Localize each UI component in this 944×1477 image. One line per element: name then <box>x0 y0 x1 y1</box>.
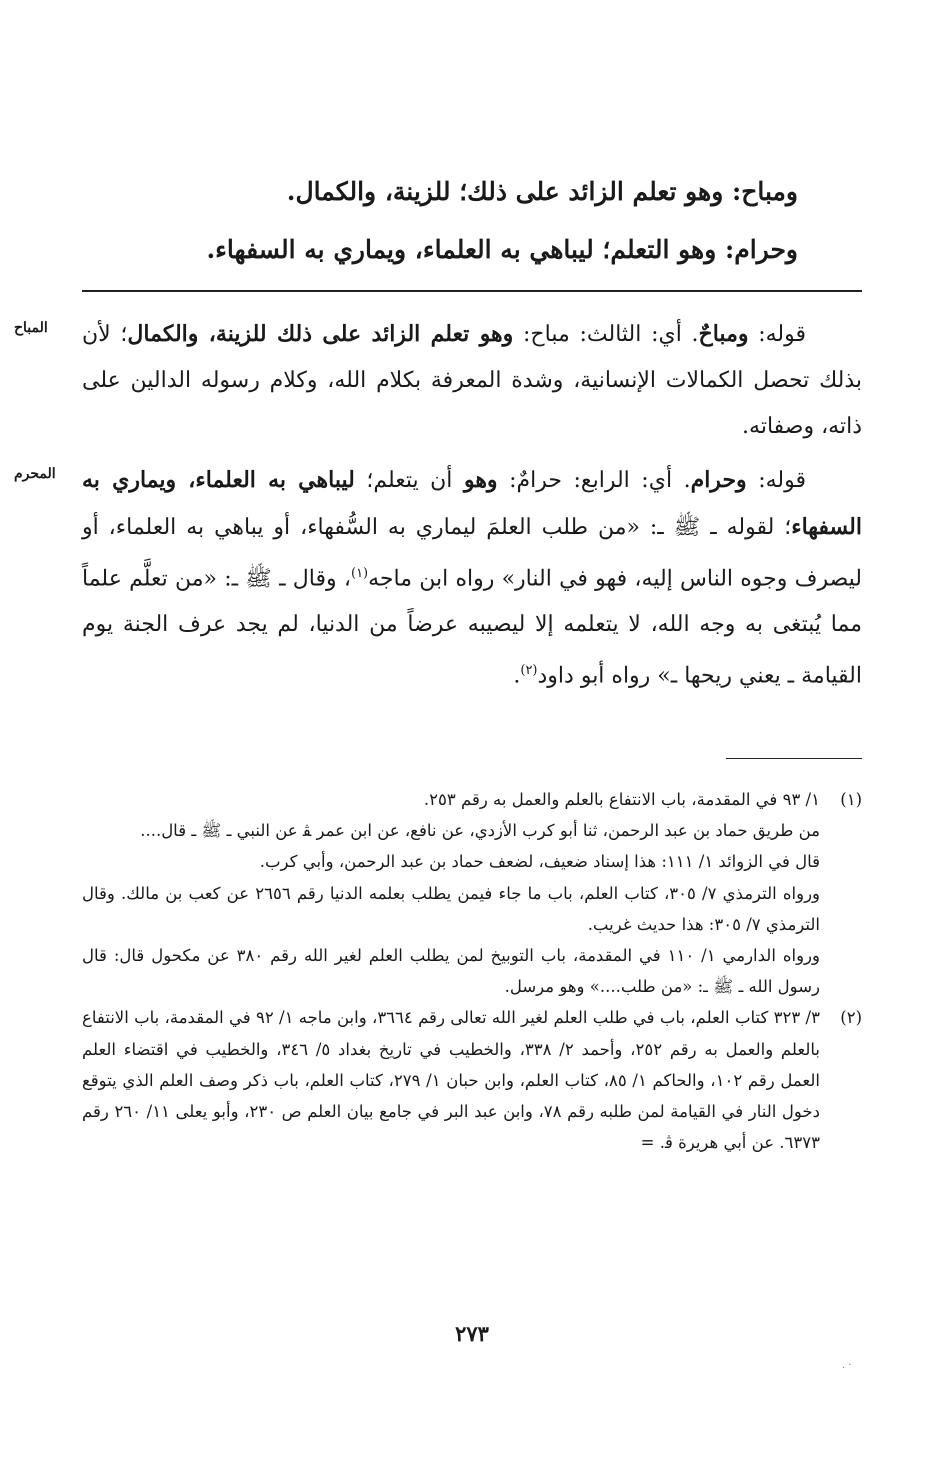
footnote-1 <box>82 784 862 1002</box>
bold-term: وحرام <box>690 467 747 493</box>
text-run: . أي: الثالث: مباح: <box>513 322 699 347</box>
footnote-ref-1[interactable]: (١) <box>350 566 369 581</box>
footnote-line: ورواه الترمذي ٧/ ٣٠٥، كتاب العلم، باب ما جاء فيمن يطلب بعلمه الدنيا رقم ٢٦٥٦ عن كعب بن مالك. وقال الترمذي ٧/ ٣٠٥: هذا حديث غريب. <box>82 883 821 934</box>
scan-specks: · . <box>842 1360 852 1371</box>
footnote-ref-2[interactable]: (٢) <box>520 663 538 679</box>
footnote-line: ٣/ ٣٢٣ كتاب العلم، باب في طلب العلم لغير الله تعالى رقم ٣٦٦٤، وابن ماجه ١/ ٩٢ في المقدمة، باب الانتفاع بالعلم والعمل به رقم ٢٥٢، وأحمد ٢/ ٣٣٨، والخطيب في تاريخ بغداد ٥/ ٣٤٦، والخطيب في اقتضاء العلم العمل رقم ١٠٢، والحاكم ١/ ٨٥، كتاب العلم، وابن حبان ١/ ٢٧٩، كتاب العلم، باب ذكر وصف العلم الذي يتوقع دخول النار في القيامة لمن طلبه رقم ٧٨، وابن عبد البر في جامع بيان العلم ص ٢٣٠، وأبو يعلى ١١/ ٢٦٠ رقم ٦٣٧٣. عن أبي هريرة ﭬ. = <box>82 1008 820 1153</box>
text-run: . <box>513 663 521 689</box>
bold-quote: ليباهي به العلماء، ويماري به السفهاء <box>82 467 862 540</box>
text-run: أن يتعلم؛ <box>354 468 464 493</box>
matn-line-haram: وحرام: وهو التعلم؛ ليباهي به العلماء، ويماري به السفهاء. <box>206 235 798 264</box>
bold-quote: وهو تعلم الزائد على ذلك للزينة، والكمال <box>127 321 514 347</box>
margin-note-mubah: المباح <box>14 320 48 336</box>
commentary-muharram <box>82 457 862 700</box>
commentary-paragraph <box>82 311 862 450</box>
commentary-mubah <box>82 311 862 450</box>
footnotes <box>82 784 862 1158</box>
footnote-line: من طريق حماد بن عبد الرحمن، ثنا أبو كرب الأزدي، عن نافع، عن ابن عمر ﭭ عن النبي ـ ﷺ ـ قال.... <box>140 821 820 841</box>
commentary-paragraph <box>82 457 862 700</box>
footnote-2 <box>82 1002 862 1158</box>
text-run: قوله: <box>746 468 807 493</box>
footnote-number: (٢) <box>840 1008 862 1028</box>
matn-line-mubah: ومباح: وهو تعلم الزائد على ذلك؛ للزينة، والكمال. <box>286 177 798 206</box>
footnote-body <box>82 784 820 1002</box>
page-number: ٢٧٣ <box>455 1321 489 1346</box>
footnote-number: (١) <box>840 790 862 809</box>
footnote-separator <box>726 758 862 759</box>
bold-quote: وهو <box>463 467 498 493</box>
footnote-line: ١/ ٩٣ في المقدمة، باب الانتفاع بالعلم والعمل به رقم ٢٥٣. <box>423 790 820 809</box>
text-run: ، وقال ـ ﷺ ـ: «من تعلَّم علماً مما يُبتغى به وجه الله، لا يتعلمه إلا ليصيبه عرضاً من الدنيا، لم يجد عرف الجنة يوم القيامة ـ يعني ريحها ـ» رواه أبو داود <box>82 566 862 689</box>
margin-note-muharram: المحرم <box>14 466 56 482</box>
footnote-line: ورواه الدارمي ١/ ١١٠ في المقدمة، باب التوبيخ لمن يطلب العلم لغير الله رقم ٣٨٠ عن مكحول قال: قال رسول الله ـ ﷺ ـ: «من طلب....» وهو مرسل. <box>82 946 820 997</box>
text-run: قوله: <box>748 322 806 347</box>
text-run: ؛ لأن بذلك تحصل الكمالات الإنسانية، وشدة المعرفة بكلام الله، وكلام رسوله الدالين على ذاته، وصفاته. <box>82 322 862 439</box>
separator-rule <box>82 290 862 292</box>
footnote-body <box>82 1002 820 1158</box>
footnote-line: قال في الزوائد ١/ ١١١: هذا إسناد ضعيف، لضعف حماد بن عبد الرحمن، وأبي كرب. <box>259 852 820 872</box>
text-run: . أي: الرابع: حرامٌ: <box>497 468 691 493</box>
text-run: ؛ لقوله ـ ﷺ ـ: «من طلب العلمَ ليماري به السُّفهاء، أو يباهي به العلماء، أو ليصرف وجوه الناس إليه، فهو في النار» رواه ابن ماجه <box>82 515 862 592</box>
matn-text <box>158 163 798 279</box>
bold-term: ومباحٌ <box>698 321 749 347</box>
